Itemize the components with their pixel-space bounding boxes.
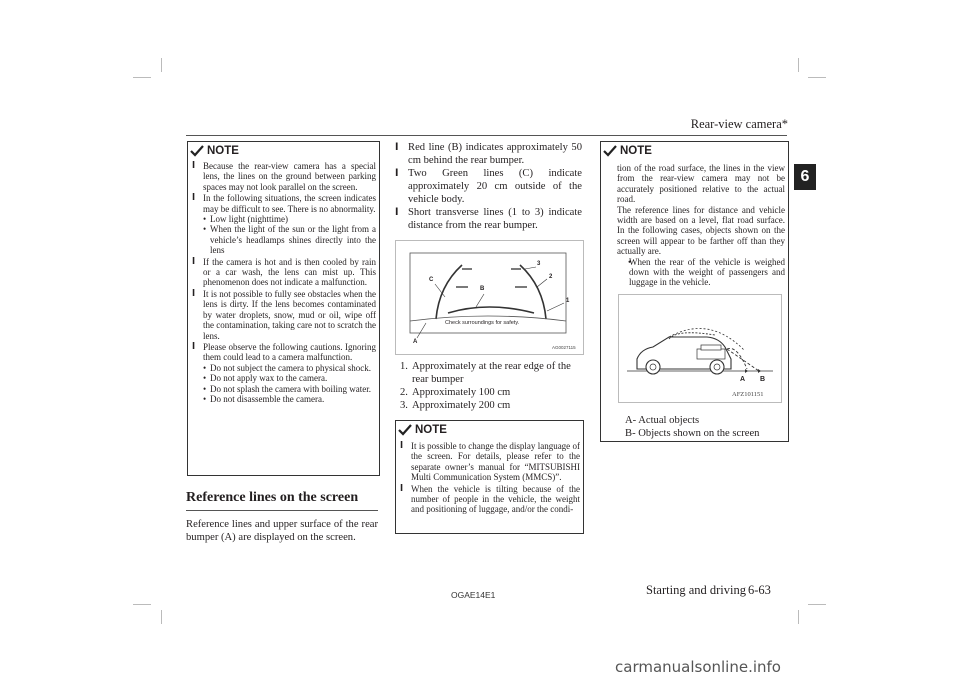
figure-id: AFZ101151 [732,391,764,398]
note-check-icon [603,145,617,157]
note-body [192,161,376,404]
note-subitem: • Do not apply wax to the camera. [192,373,376,383]
note-paragraph: The reference lines for distance and vehicle width are based on a level, flat road surface. In the following cases, objects shown on the screen will appear to be farther off than they actually are. [617,204,785,257]
figure-label-1: 1 [566,298,570,304]
list-number: 2. [400,387,408,398]
note-header [190,144,239,158]
note-subitem: • When the light of the sun or the light from a vehicle’s headlamps shines directly into the lens [192,224,376,255]
figure-id: AG0027115 [552,345,576,350]
note-check-icon [398,424,412,436]
crop-mark [798,58,799,72]
note-subitem: • Do not splash the camera with boiling water. [192,384,376,394]
watermark: carmanualsonline.info [615,658,781,676]
crop-mark [133,77,151,78]
crop-mark [808,77,826,78]
note-label: NOTE [207,145,239,157]
list-item [400,360,582,386]
note-label: NOTE [620,145,652,157]
note-subitem: • Do not subject the camera to physical shock. [192,363,376,373]
screen-message: Check surroundings for safety. [445,320,520,326]
chapter-tab: 6 [794,164,816,190]
list-text: Approximately 200 cm [412,400,511,411]
legend-item [625,427,759,440]
bullet-item: l Short transverse lines (1 to 3) indicate distance from the rear bumper. [395,206,582,232]
legend-key: A- [625,415,637,426]
figure-label-a: A [413,339,418,345]
note-body [400,441,580,515]
note-item: l When the vehicle is tilting because of the number of people in the vehicle, the weight and positioning of luggage, and/or the condi- [400,484,580,515]
note-check-icon [190,145,204,157]
figure-label-b: B [760,376,766,383]
note-item: l It is not possible to fully see obstacles when the lens is dirty. If the lens becomes contaminated by water droplets, snow, mud or oil, wipe off the contamination, taking care not to scratch the lens. [192,289,376,341]
figure-label-3: 3 [537,261,541,267]
section-title: Reference lines on the screen [186,490,359,505]
list-text: Approximately 100 cm [412,387,511,398]
middle-bullets [395,141,582,232]
note-header [603,144,652,158]
running-header: Rear-view camera* [690,117,788,131]
vehicle-figure [618,294,782,403]
crop-mark [808,604,826,605]
crop-mark [161,58,162,72]
header-rule [186,135,787,136]
bullet-item: l Two Green lines (C) indicate approximately 20 cm outside of the vehicle body. [395,167,582,206]
section-intro: Reference lines and upper surface of the rear bumper (A) are displayed on the screen. [186,519,378,543]
note-paragraph: tion of the road surface, the lines in the view from the rear-view camera may not be accurately positioned relative to the actual road. [617,163,785,205]
crop-mark [798,610,799,624]
figure-label-b: B [480,286,485,292]
bullet-item: l Red line (B) indicates approximately 50 cm behind the rear bumper. [395,141,582,167]
list-item [400,399,582,412]
note-box-middle [395,420,584,534]
list-item [400,386,582,399]
list-number: 3. [400,400,408,411]
crop-mark [133,604,151,605]
note-box-right [600,141,789,442]
note-subitem: • Do not disassemble the camera. [192,394,376,404]
footer-section-title: Starting and driving [646,583,746,597]
page-number: 6-63 [748,583,771,597]
note-subitem: • Low light (nighttime) [192,214,376,224]
document-code: OGAE14E1 [451,590,496,600]
note-header [398,423,447,437]
section-rule [186,510,378,511]
note-item: l If the camera is hot and is then cooled by rain or a car wash, the lens can mist up. This phenomenon does not indicate a malfunction. [192,257,376,288]
note-item: l It is possible to change the display language of the screen. For details, please refer to the separate owner’s manual for “MITSUBISHI Multi Communication System (MMCS)”. [400,441,580,483]
note-body [617,163,785,288]
legend [625,414,759,440]
list-number: 1. [400,361,408,372]
note-item: l Because the rear-view camera has a special lens, the lines on the ground between parking spaces may not look parallel on the screen. [192,161,376,192]
note-label: NOTE [415,424,447,436]
figure-label-a: A [740,376,746,383]
figure-label-c: C [429,277,434,283]
legend-key: B- [625,428,636,439]
figure-label-2: 2 [549,274,553,280]
camera-view-figure [395,240,584,355]
legend-item [625,414,759,427]
legend-text: Objects shown on the screen [638,428,760,439]
legend-text: Actual objects [638,415,700,426]
list-text: Approximately at the rear edge of the rear bumper [412,361,571,385]
note-box-left [187,141,380,476]
note-item: l Please observe the following cautions. Ignoring them could lead to a camera malfunction. [192,342,376,363]
note-item: l In the following situations, the screen indicates may be difficult to see. There is no abnormality. [192,193,376,214]
note-subitem: • When the rear of the vehicle is weighed down with the weight of passengers and luggage in the vehicle. [617,257,785,288]
distance-list [400,360,582,412]
crop-mark [161,610,162,624]
